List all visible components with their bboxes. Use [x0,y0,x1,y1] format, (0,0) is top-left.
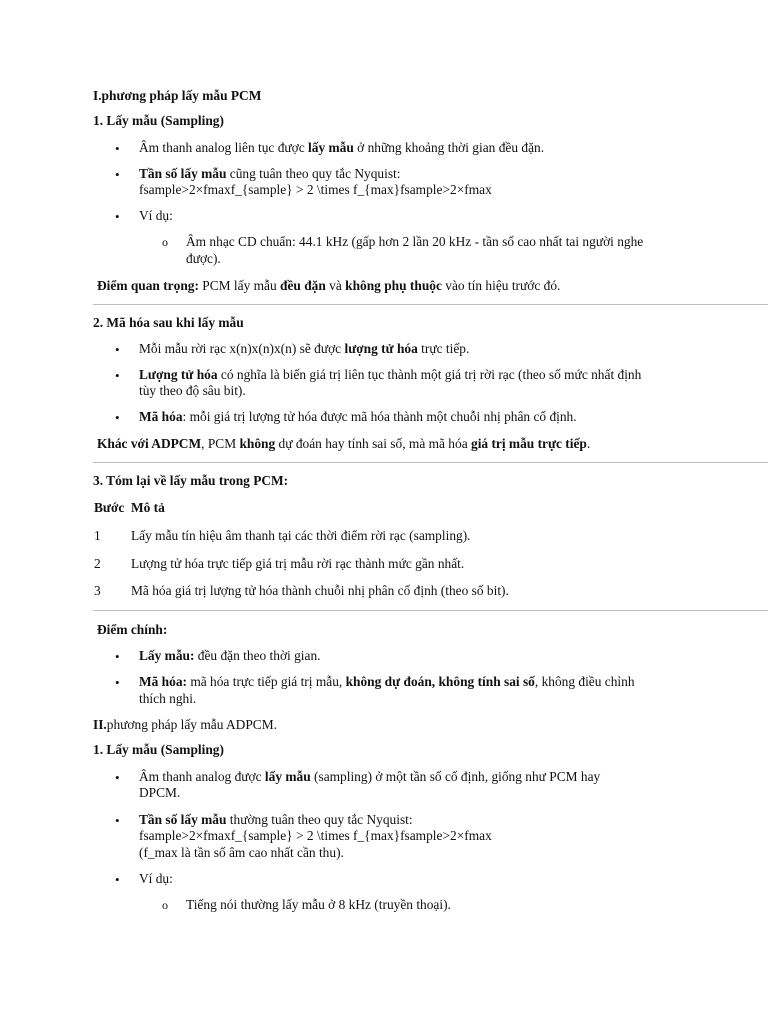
list-item: Âm thanh analog được lấy mẫu (sampling) ở một tần số cố định, giống như PCM hay [139,769,601,784]
bullet-icon: • [115,209,120,224]
example-line: Âm nhạc CD chuẩn: 44.1 kHz (gấp hơn 2 lần 20 kHz - tần số cao nhất tai người nghe [186,234,644,249]
list-item: Âm thanh analog liên tục được lấy mẫu ở những khoảng thời gian đều đặn. [139,140,545,155]
list-item: Ví dụ: [139,871,173,886]
bullet-icon: • [115,410,120,425]
heading-summary: 3. Tóm lại về lấy mẫu trong PCM: [93,473,289,488]
list-item-continuation: thích nghi. [139,691,197,706]
list-item-continuation: DPCM. [139,785,181,800]
bullet-icon: • [115,770,120,785]
list-item: Mã hóa: mã hóa trực tiếp giá trị mẫu, không dự đoán, không tính sai số, không điều chỉnh [139,674,635,689]
heading-sampling: 1. Lấy mẫu (Sampling) [93,113,224,128]
bullet-icon: • [115,342,120,357]
bullet-icon: • [115,872,120,887]
section-title-adpcm: II.phương pháp lấy mẫu ADPCM. [93,717,277,732]
example-line: được). [186,251,221,266]
list-item: Lấy mẫu: đều đặn theo thời gian. [139,648,321,663]
list-item: Ví dụ: [139,208,173,223]
table-cell-step: 1 [94,528,101,543]
bullet-icon: • [115,167,120,182]
section-title-pcm: I.phương pháp lấy mẫu PCM [93,88,262,103]
list-item: Mã hóa: mỗi giá trị lượng tử hóa được mã hóa thành một chuỗi nhị phân cố định. [139,409,577,424]
table-header-step: Bước [94,500,125,515]
divider [93,610,768,611]
subbullet-icon: o [162,898,168,912]
table-header-desc: Mô tả [131,500,165,515]
heading-encoding: 2. Mã hóa sau khi lấy mẫu [93,315,244,330]
list-item: Tần số lấy mẫu thường tuân theo quy tắc Nyquist: [139,812,413,827]
formula-text: fsample>2×fmaxf_{sample} > 2 \times f_{max}fsample>2×fmax [139,182,492,197]
key-point: Khác với ADPCM, PCM không dự đoán hay tính sai số, mà mã hóa giá trị mẫu trực tiếp. [97,436,591,451]
bullet-icon: • [115,813,120,828]
table-cell-desc: Lấy mẫu tín hiệu âm thanh tại các thời điểm rời rạc (sampling). [131,528,471,543]
table-cell-desc: Mã hóa giá trị lượng tử hóa thành chuỗi nhị phân cố định (theo số bit). [131,583,509,598]
table-cell-desc: Lượng tử hóa trực tiếp giá trị mẫu rời rạc thành mức gần nhất. [131,556,465,571]
list-item: Mỗi mẫu rời rạc x(n)x(n)x(n) sẽ được lượng tử hóa trực tiếp. [139,341,470,356]
bullet-icon: • [115,649,120,664]
bullet-icon: • [115,368,120,383]
bullet-icon: • [115,675,120,690]
heading-adpcm-sampling: 1. Lấy mẫu (Sampling) [93,742,224,757]
formula-text: fsample>2×fmaxf_{sample} > 2 \times f_{max}fsample>2×fmax [139,828,492,843]
divider [93,462,768,463]
table-cell-step: 3 [94,583,101,598]
divider [93,304,768,305]
heading-main-points: Điểm chính: [97,622,168,637]
list-item-continuation: tùy theo độ sâu bit). [139,383,246,398]
example-line: Tiếng nói thường lấy mẫu ở 8 kHz (truyền thoại). [186,897,451,912]
key-point: Điểm quan trọng: PCM lấy mẫu đều đặn và không phụ thuộc vào tín hiệu trước đó. [97,278,561,293]
subbullet-icon: o [162,235,168,249]
list-item: Tần số lấy mẫu cũng tuân theo quy tắc Nyquist: [139,166,401,181]
bullet-icon: • [115,141,120,156]
table-cell-step: 2 [94,556,101,571]
formula-note: (f_max là tần số âm cao nhất cần thu). [139,845,344,860]
list-item: Lượng tử hóa có nghĩa là biến giá trị liên tục thành một giá trị rời rạc (theo số mức nhất định [139,367,642,382]
